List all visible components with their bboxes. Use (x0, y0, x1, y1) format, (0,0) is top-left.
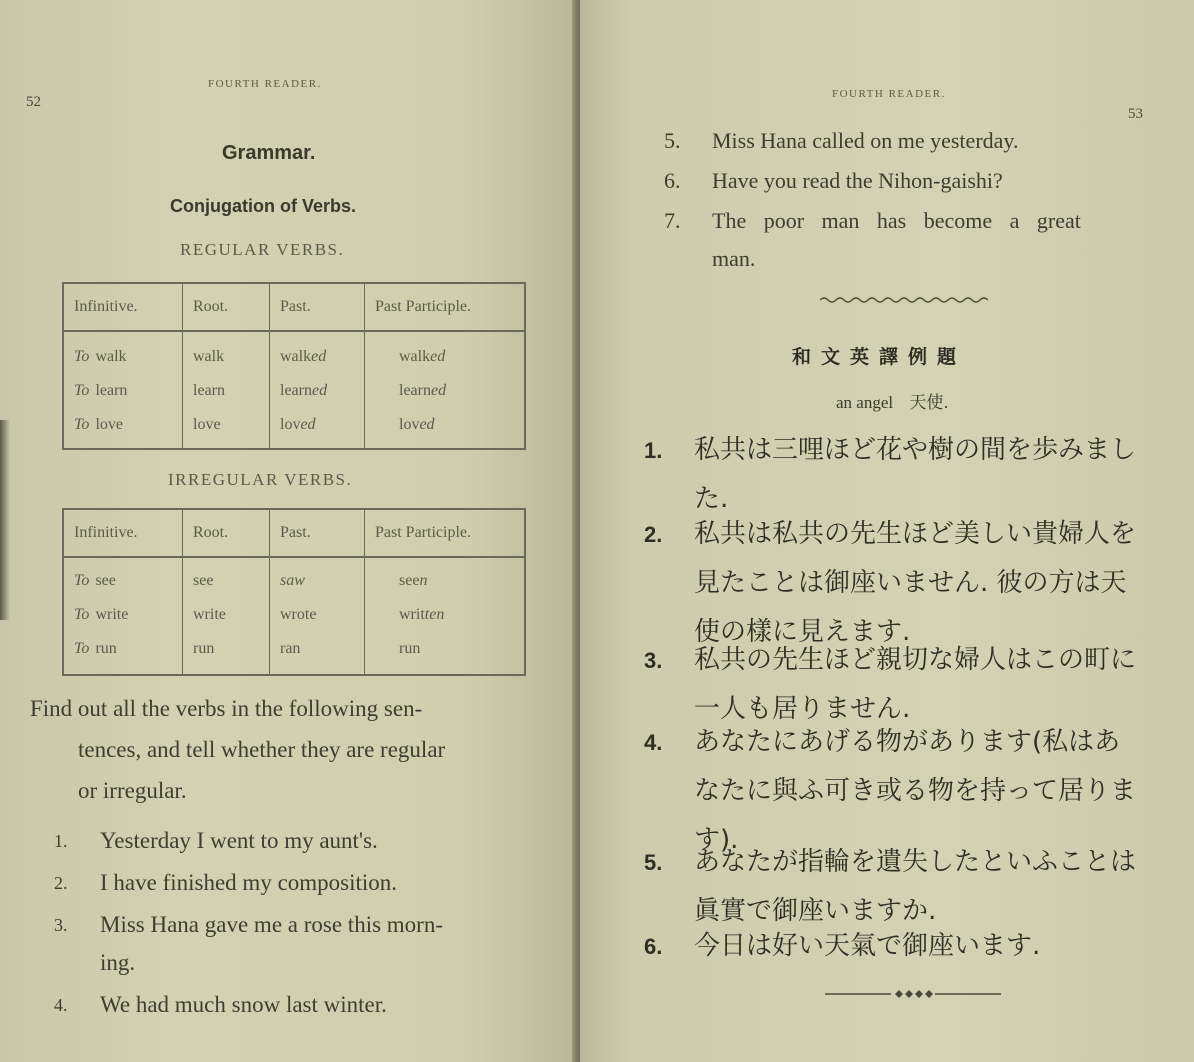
left-page (0, 0, 578, 1062)
to-prefix: To (74, 416, 90, 433)
verb-text: write (193, 606, 226, 623)
item-number: 1. (644, 438, 663, 463)
irregular-verbs-title: IRREGULAR VERBS. (168, 470, 353, 489)
column-header: Root. (183, 283, 270, 331)
running-head-left: FOURTH READER. (208, 78, 322, 90)
column-header: Infinitive. (63, 283, 183, 331)
past-participle-cell (365, 331, 526, 449)
item-line: あなたにあげる物があります(私はあ (694, 727, 1121, 757)
past-cell (270, 331, 365, 449)
sentence-number: 2. (54, 873, 68, 893)
column-header: Root. (183, 509, 270, 557)
sentence-line: The poor man has become a great (712, 208, 1081, 233)
verb-text: ran (280, 640, 301, 657)
to-prefix: To (74, 382, 90, 399)
column-header: Past Participle. (365, 509, 526, 557)
verb-ending: ed (311, 382, 328, 399)
item-line: 一人も居りません. (694, 694, 911, 724)
sentence-number: 3. (54, 915, 68, 935)
sentence-line: Yesterday I went to my aunt's. (100, 828, 378, 853)
page-number-right: 53 (1128, 106, 1143, 122)
column-header: Infinitive. (63, 509, 183, 557)
sentence-number: 4. (54, 995, 68, 1015)
table-row (63, 331, 525, 449)
verb-ending: ten (424, 606, 445, 623)
sentence-item (54, 906, 444, 982)
verb-text: walk (193, 348, 225, 365)
vocab-japanese: 天使. (909, 393, 949, 413)
verb-text: run (95, 640, 117, 657)
verb-text: write (95, 606, 129, 623)
item-number: 6. (644, 934, 663, 959)
item-line: なたに與ふ可き或る物を持って居りま (694, 776, 1137, 806)
running-head-right: FOURTH READER. (832, 88, 946, 100)
verb-ending: ed (311, 348, 327, 365)
verb-stem: run (399, 640, 421, 657)
verb-stem: walk (280, 348, 312, 365)
verb-stem: see (399, 572, 420, 589)
sentence-number: 1. (54, 831, 68, 851)
past-cell (270, 557, 365, 675)
exercise-instruction (30, 688, 570, 811)
verb-stem: lov (280, 416, 301, 433)
exercise-line: or irregular. (78, 778, 187, 803)
regular-verbs-table (62, 282, 526, 450)
verb-stem: learn (280, 382, 312, 399)
item-line: た. (694, 484, 729, 514)
item-number: 5. (644, 850, 663, 875)
item-line: あなたが指輪を遺失したといふことは (694, 847, 1137, 877)
past-participle-cell (365, 557, 526, 675)
grammar-heading: Grammar. (222, 142, 316, 164)
root-cell (183, 557, 270, 675)
item-number: 3. (644, 648, 663, 673)
verb-text: see (95, 572, 116, 589)
sentence-line: Miss Hana gave me a rose this morn- (100, 912, 444, 937)
item-line: 眞實で御座いますか. (694, 896, 937, 926)
column-header: Past. (270, 509, 365, 557)
sentence-number: 5. (664, 128, 681, 153)
sentence-line: We had much snow last winter. (100, 992, 387, 1017)
verb-ending: ed (430, 348, 446, 365)
vocab-english: an angel (836, 393, 894, 412)
verb-text: see (193, 572, 214, 589)
ornamental-divider (825, 988, 1001, 1000)
item-line: す). (694, 825, 739, 855)
page-edge-shadow (0, 420, 10, 620)
table-row (63, 557, 525, 675)
verb-text: love (95, 416, 123, 433)
to-prefix: To (74, 572, 90, 589)
sentence-item (54, 864, 398, 902)
item-line: 見たことは御座いません. 彼の方は天 (694, 568, 1127, 598)
exercise-line: Find out all the verbs in the following sen- (30, 696, 423, 721)
item-line: 使の樣に見えます. (694, 617, 911, 647)
item-number: 2. (644, 522, 663, 547)
sentence-number: 7. (664, 208, 681, 233)
sentence-line: Miss Hana called on me yesterday. (712, 128, 1019, 153)
item-line: 今日は好い天氣で御座います. (694, 931, 1041, 961)
to-prefix: To (74, 348, 90, 365)
page-number-left: 52 (26, 94, 41, 110)
translation-item (644, 922, 1041, 971)
exercise-line: tences, and tell whether they are regular (78, 737, 446, 762)
root-cell (183, 331, 270, 449)
infinitive-cell (63, 331, 183, 449)
translation-exercise-title: 和文英譯例題 (792, 346, 967, 368)
sentence-line: I have finished my composition. (100, 870, 398, 895)
translation-item (644, 510, 1137, 657)
verb-text: love (193, 416, 221, 433)
infinitive-cell (63, 557, 183, 675)
verb-stem: walk (399, 348, 431, 365)
item-line: 私共は私共の先生ほど美しい貴婦人を (694, 519, 1137, 549)
item-number: 4. (644, 730, 663, 755)
verb-stem: lov (399, 416, 420, 433)
sentence-line: Have you read the Nihon-gaishi? (712, 168, 1003, 193)
verb-text: wrote (280, 606, 317, 623)
verb-ending: n (419, 572, 428, 589)
to-prefix: To (74, 606, 90, 623)
verb-stem: learn (399, 382, 431, 399)
to-prefix: To (74, 640, 90, 657)
verb-ending: ed (430, 382, 447, 399)
vocabulary-note (836, 388, 949, 413)
verb-text: learn (95, 382, 128, 399)
regular-verbs-title: REGULAR VERBS. (180, 240, 345, 259)
item-line: 私共は三哩ほど花や樹の間を歩みまし (694, 435, 1137, 465)
sentence-item (664, 202, 1152, 278)
verb-ending: ed (419, 416, 435, 433)
table-header-row (63, 509, 525, 557)
table-header-row (63, 283, 525, 331)
item-line: 私共の先生ほど親切な婦人はこの町に (694, 645, 1137, 675)
sentence-item (54, 986, 387, 1024)
verb-text: learn (193, 382, 225, 399)
wavy-divider (820, 296, 988, 304)
sentence-line: man. (712, 246, 756, 271)
conjugation-subheading: Conjugation of Verbs. (170, 196, 357, 216)
verb-stem: writ (399, 606, 425, 623)
verb-text: saw (280, 572, 305, 589)
column-header: Past Participle. (365, 283, 526, 331)
verb-text: walk (95, 348, 127, 365)
column-header: Past. (270, 283, 365, 331)
sentence-item (664, 122, 1019, 160)
sentence-number: 6. (664, 168, 681, 193)
verb-ending: ed (300, 416, 316, 433)
verb-text: run (193, 640, 215, 657)
irregular-verbs-table (62, 508, 526, 676)
sentence-item (664, 162, 1003, 200)
sentence-item (54, 822, 378, 860)
sentence-line: ing. (100, 950, 136, 975)
